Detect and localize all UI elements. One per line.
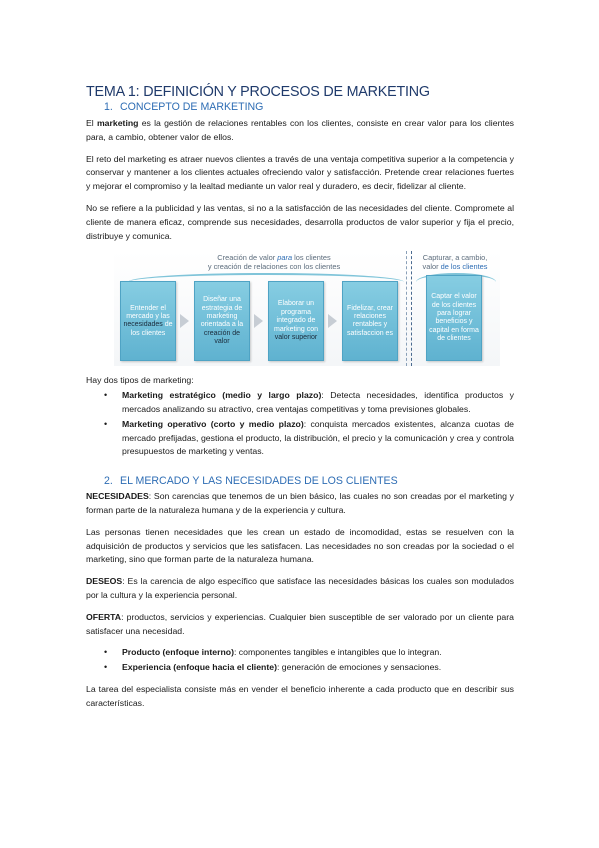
paragraph-needs — [86, 490, 514, 518]
list-item — [86, 661, 514, 675]
marketing-types-list — [86, 389, 514, 459]
caption-text: Creación de valor — [217, 253, 278, 263]
paragraph-people: Las personas tienen necesidades que les crean un estado de incomodidad, estas se resuelven con la adquisición de productos y servicios que les satisfacen. Las necesidades no son creadas por la sociedad o el marketing, sino que forman parte de la naturaleza humana. — [86, 526, 514, 565]
caption-blue: de los clientes — [440, 262, 488, 272]
step-text: de los clientes — [130, 321, 173, 337]
text-run: El — [86, 118, 97, 128]
text-run: : Detecta necesidades, identifica productos y mercados analizando su atractivo, crea ventajas competitivas y toma previsiones globales. — [122, 390, 514, 414]
bold-term: marketing — [96, 118, 139, 128]
process-step-4 — [342, 281, 398, 361]
document-content — [86, 84, 514, 719]
process-step-1 — [120, 281, 176, 361]
step-text: Entender el mercado y las — [126, 304, 170, 320]
text-run: : Son carencias que tenemos de un bien básico, las cuales no son creadas por el marketing y forman parte de la naturaleza humana y de la experiencia y cultura. — [86, 491, 514, 515]
step-text: Captar el valor de los clientes para lograr beneficios y capital en forma de clientes — [429, 293, 479, 343]
caption-text: y creación de relaciones con los clientes — [207, 262, 341, 272]
diagram-caption-right — [410, 253, 500, 271]
paragraph-desires — [86, 575, 514, 603]
paragraph-specialist: La tarea del especialista consiste más en vender el beneficio inherente a cada producto que en describir sus características. — [86, 683, 514, 708]
bullet-icon: • — [104, 662, 108, 673]
section-heading-1 — [104, 101, 514, 113]
bold-term: OFERTA — [86, 611, 122, 622]
process-step-3 — [268, 281, 324, 361]
diagram-caption-left — [174, 253, 374, 271]
bold-term: Producto (enfoque interno) — [122, 647, 234, 658]
section-heading-text: EL MERCADO Y LAS NECESIDADES DE LOS CLIENTES — [120, 475, 398, 488]
bullet-icon: • — [104, 418, 108, 429]
list-item — [86, 389, 514, 417]
bold-term: Marketing operativo (corto y medio plazo) — [122, 418, 304, 429]
step-text: Diseñar una estrategia de marketing orientada a la — [200, 296, 244, 329]
bold-term: Marketing estratégico (medio y largo plazo) — [122, 390, 322, 401]
bold-term: Experiencia (enfoque hacia el cliente) — [122, 662, 277, 673]
offer-list — [86, 646, 514, 675]
text-run: : conquista mercados existentes, alcanza cuotas de mercado prefijadas, gestiona el producto, la distribución, el precio y la comunicación y crea y controla presupuestos de marketing y ventas. — [122, 418, 515, 457]
step-text: Fidelizar, crear relaciones rentables y satisfaccion es — [347, 304, 393, 337]
arrow-right-icon — [254, 314, 263, 328]
caption-text: valor — [422, 262, 441, 272]
section-heading-2 — [104, 475, 514, 487]
section-heading-text: CONCEPTO DE MARKETING — [120, 101, 264, 113]
paragraph-challenge: El reto del marketing es atraer nuevos clientes a través de una ventaja competitiva superior a la competencia y conservar y mantener a los clientes actuales ofreciendo valor y satisfacción. Pretende crear relaciones fuertes y mejorar el compromiso y la lealtad mediante un valor real y duradero, es decir, fidelizar al cliente. — [86, 153, 514, 192]
bold-term: DESEOS — [86, 576, 123, 587]
text-run: : componentes tangibles e intangibles que lo integran. — [233, 647, 442, 658]
caption-italic: para — [277, 253, 293, 263]
section-number: 2. — [104, 475, 113, 488]
step-text: Elaborar un programa integrado de marketing con — [274, 300, 318, 333]
bullet-icon: • — [104, 647, 108, 658]
bold-term: NECESIDADES — [86, 491, 149, 502]
text-run: : productos, servicios y experiencias. Cualquier bien susceptible de ser valorado por un cliente para satisfacer una necesidad. — [86, 611, 514, 636]
caption-text: los clientes — [292, 253, 331, 263]
paragraph-offer — [86, 611, 514, 639]
text-run: : Es la carencia de algo específico que satisface las necesidades básicas los cuales son modulados por la cultura y la experiencia personal. — [86, 576, 514, 600]
step-emphasis: valor superior — [274, 333, 318, 341]
paragraph-scope: No se refiere a la publicidad y las ventas, si no a la satisfacción de las necesidades del cliente. Compromete al cliente de manera eficaz, comprende sus necesidades, desarrolla productos de valor superior y fija el precio, distribuye y comunica. — [86, 202, 514, 241]
text-run: : generación de emociones y sensaciones. — [276, 662, 442, 673]
divider-line — [406, 251, 407, 366]
process-step-5 — [426, 275, 482, 361]
text-run: es la gestión de relaciones rentables con los clientes, consiste en crear valor para los clientes para, a cambio, obtener valor de ellos. — [86, 118, 514, 142]
step-emphasis: creación de valor — [203, 329, 241, 346]
arrow-right-icon — [328, 314, 337, 328]
process-step-2 — [194, 281, 250, 361]
marketing-process-diagram — [114, 251, 500, 366]
paragraph-types-intro: Hay dos tipos de marketing: — [86, 375, 194, 386]
section-number: 1. — [104, 101, 113, 113]
page-title: TEMA 1: DEFINICIÓN Y PROCESOS DE MARKETING — [86, 84, 430, 100]
bullet-icon: • — [104, 390, 108, 401]
list-item — [86, 418, 514, 459]
caption-text: Capturar, a cambio, — [422, 253, 488, 263]
list-item — [86, 646, 514, 660]
arrow-right-icon — [180, 314, 189, 328]
paragraph-definition — [86, 117, 514, 145]
step-emphasis: necesidades — [123, 321, 163, 329]
